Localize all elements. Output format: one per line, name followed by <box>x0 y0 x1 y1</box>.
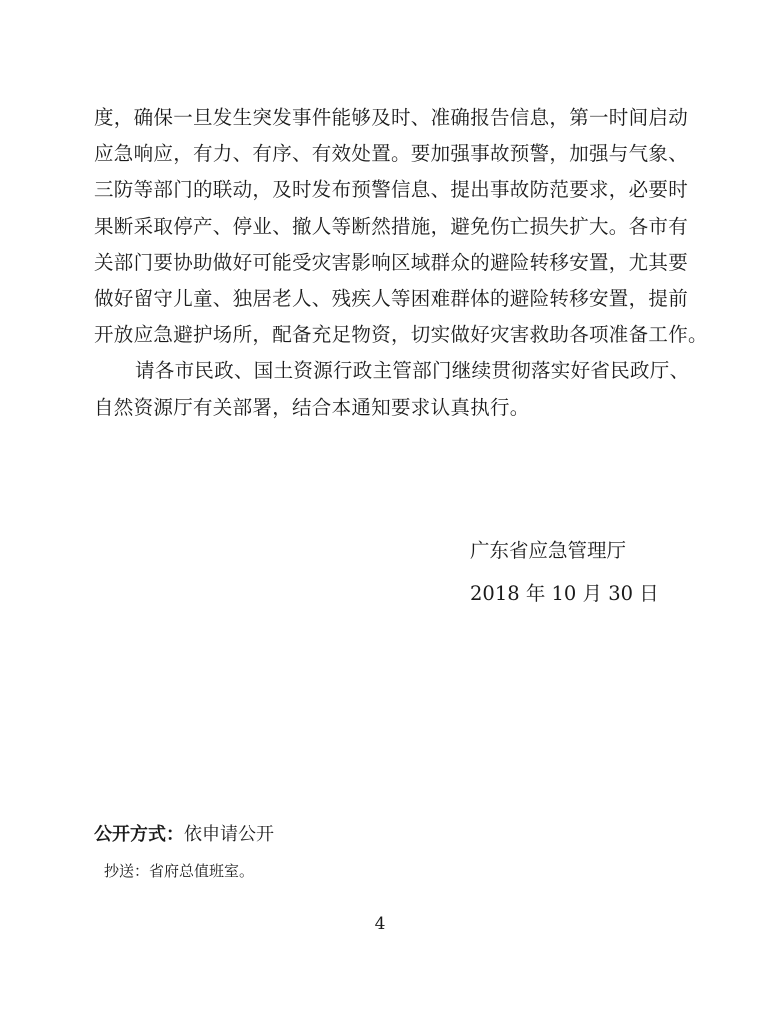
body-line: 关部门要协助做好可能受灾害影响区域群众的避险转移安置，尤其要 <box>94 250 689 274</box>
body-line: 度，确保一旦发生突发事件能够及时、准确报告信息，第一时间启动 <box>94 106 689 129</box>
body-line: 应急响应，有力、有序、有效处置。要加强事故预警，加强与气象、 <box>94 142 689 166</box>
signature-date: 2018 年 10 月 30 日 <box>470 582 659 605</box>
body-line: 开放应急避护场所，配备充足物资，切实做好灾害救助各项准备工作。 <box>94 323 708 347</box>
page-number: 4 <box>374 914 386 934</box>
body-line: 做好留守儿童、独居老人、残疾人等困难群体的避险转移安置，提前 <box>94 286 689 310</box>
body-line: 请各市民政、国土资源行政主管部门继续贯彻落实好省民政厅、 <box>135 359 690 383</box>
body-line: 果断采取停产、停业、撤人等断然措施，避免伤亡损失扩大。各市有 <box>94 214 689 238</box>
body-line: 自然资源厅有关部署，结合本通知要求认真执行。 <box>94 395 530 419</box>
signature-organization: 广东省应急管理厅 <box>470 539 627 562</box>
document-body <box>94 100 708 426</box>
disclosure-method <box>94 820 274 846</box>
body-line: 三防等部门的联动，及时发布预警信息、提出事故防范要求，必要时 <box>94 178 689 202</box>
cc-recipients: 抄送：省府总值班室。 <box>104 862 255 880</box>
disclosure-value: 依申请公开 <box>184 824 274 845</box>
disclosure-label: 公开方式： <box>94 824 184 845</box>
